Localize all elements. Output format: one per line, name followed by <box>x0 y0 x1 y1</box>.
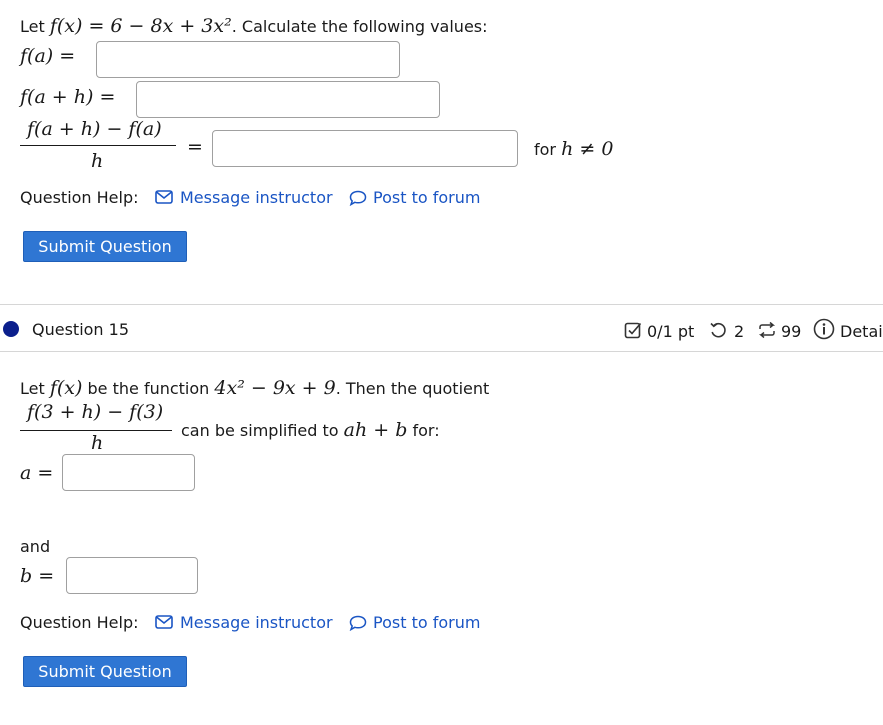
q15-title: Question 15 <box>32 320 130 339</box>
q15-function-expression: 4x² − 9x + 9 <box>214 377 336 399</box>
section-divider-header <box>0 351 883 352</box>
speech-bubble-icon <box>349 615 367 631</box>
q15-message-instructor-link[interactable]: Message instructor <box>180 613 333 632</box>
q15-fraction-denominator: h <box>91 432 104 454</box>
envelope-icon <box>155 615 173 629</box>
q15-fraction-bar <box>20 430 172 431</box>
q14-fa-input[interactable] <box>96 41 400 78</box>
section-divider-top <box>0 304 883 305</box>
q14-fraction-numerator: f(a + h) − f(a) <box>27 118 162 140</box>
q14-condition-math: h ≠ 0 <box>561 138 614 160</box>
q14-intro-suffix: . Calculate the following values: <box>231 17 488 36</box>
q15-simplify-text <box>181 419 440 441</box>
q14-fah-label: f(a + h) = <box>20 86 116 108</box>
q15-details-link[interactable]: Detai <box>840 322 883 341</box>
q15-simplify-prefix: can be simplified to <box>181 421 339 440</box>
q15-simplify-math: ah + b <box>343 419 408 441</box>
q15-intro-mid: be the function <box>87 379 210 398</box>
q15-simplify-suffix: for: <box>412 421 440 440</box>
q14-fah-input[interactable] <box>136 81 440 118</box>
q14-difference-quotient-input[interactable] <box>212 130 518 167</box>
q14-fraction-denominator: h <box>91 150 104 172</box>
q15-intro-suffix: . Then the quotient <box>335 379 490 398</box>
q14-post-to-forum-link[interactable]: Post to forum <box>373 188 481 207</box>
q14-intro-prefix: Let <box>20 17 45 36</box>
q14-condition <box>534 138 613 160</box>
q15-a-label: a = <box>20 462 54 484</box>
q14-fraction-bar <box>20 145 176 146</box>
q15-b-label: b = <box>20 565 55 587</box>
retry-icon <box>709 321 727 339</box>
q15-score: 0/1 pt <box>647 322 695 341</box>
q15-submit-button[interactable]: Submit Question <box>23 656 187 687</box>
q14-condition-prefix: for <box>534 140 556 159</box>
q15-intro-f: f(x) <box>49 377 83 399</box>
q15-attempts: 99 <box>781 322 802 341</box>
q15-intro-prefix: Let <box>20 379 45 398</box>
q14-fa-label: f(a) = <box>20 45 76 67</box>
checkbox-icon <box>624 321 642 339</box>
q14-submit-button[interactable]: Submit Question <box>23 231 187 262</box>
envelope-icon <box>155 190 173 204</box>
q14-help-label: Question Help: <box>20 188 139 207</box>
q14-intro <box>20 15 488 37</box>
q14-message-instructor-link[interactable]: Message instructor <box>180 188 333 207</box>
q15-post-to-forum-link[interactable]: Post to forum <box>373 613 481 632</box>
q15-help-label: Question Help: <box>20 613 139 632</box>
repeat-icon <box>757 321 777 339</box>
q14-function-expression: f(x) = 6 − 8x + 3x² <box>49 15 232 37</box>
q14-fraction-equals: = <box>187 136 203 158</box>
q15-a-input[interactable] <box>62 454 195 491</box>
q15-b-input[interactable] <box>66 557 198 594</box>
q15-retries: 2 <box>734 322 745 341</box>
q15-and-label: and <box>20 537 51 556</box>
q15-intro <box>20 377 489 399</box>
info-icon[interactable] <box>813 318 835 340</box>
speech-bubble-icon <box>349 190 367 206</box>
q15-fraction-numerator: f(3 + h) − f(3) <box>27 401 164 423</box>
question-status-dot <box>3 321 19 337</box>
